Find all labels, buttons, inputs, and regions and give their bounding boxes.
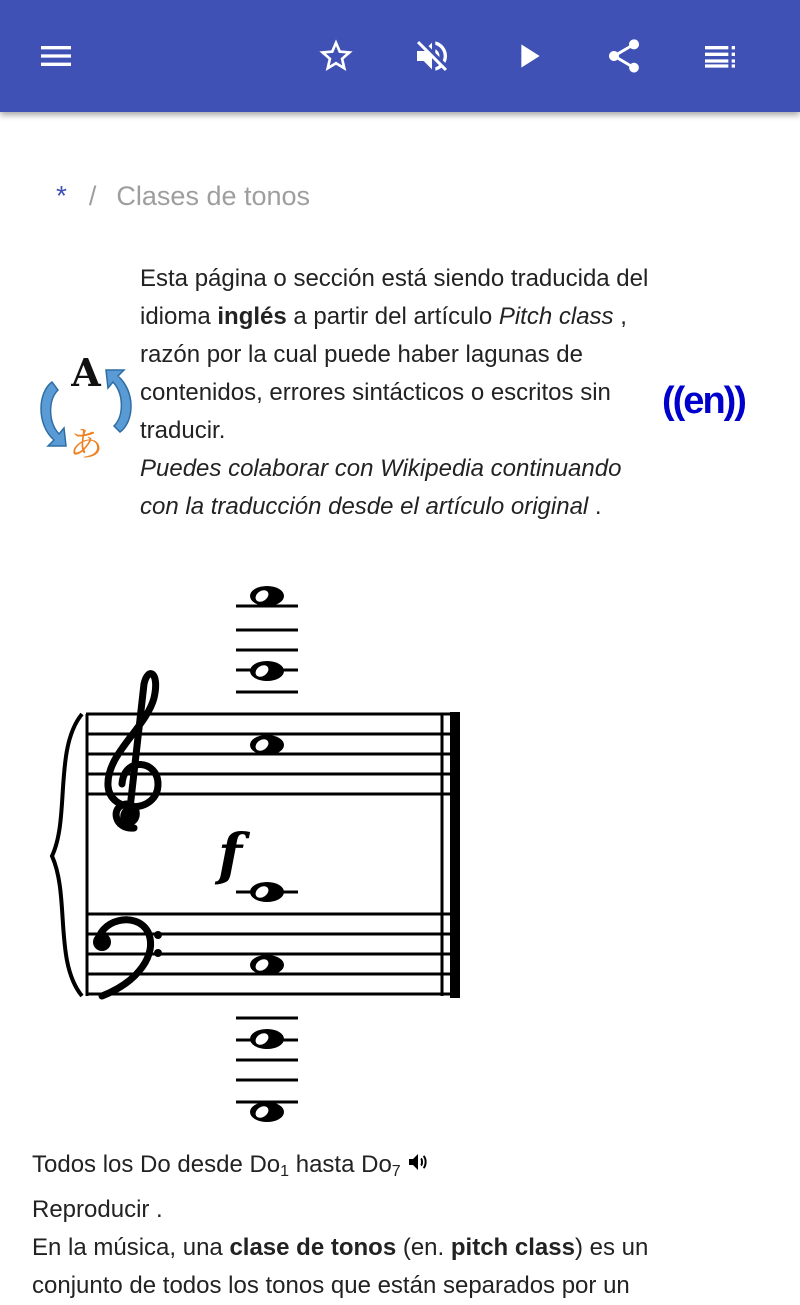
image-caption: Todos los Do desde $Do_1$ hasta $Do_7$ xyxy=(32,1146,772,1191)
svg-text:A: A xyxy=(71,352,101,395)
notice-language: inglés xyxy=(217,303,287,330)
play-icon xyxy=(508,36,548,76)
table-of-contents-icon xyxy=(700,36,740,76)
star-outline-icon xyxy=(316,36,356,76)
article-paragraph-cont: conjunto de todos los tonos que están separados por un xyxy=(32,1272,630,1299)
breadcrumb-current: Clases de tonos xyxy=(116,181,311,211)
article-body xyxy=(32,1146,772,1305)
share-button[interactable] xyxy=(596,28,652,84)
speaker-icon[interactable] xyxy=(405,1148,431,1186)
contents-button[interactable] xyxy=(692,28,748,84)
svg-text:あ: あ xyxy=(69,425,103,462)
play-audio-link[interactable]: Reproducir . xyxy=(32,1196,163,1223)
notice-text: Esta página o sección está siendo traducida del idioma inglés a partir del artículo Pitch class , razón por la cual puede haber lagunas de contenidos, errores sintácticos o escritos sin traducir. xyxy=(140,265,649,444)
app-bar xyxy=(0,0,800,112)
notice-article-link[interactable]: Pitch class xyxy=(498,303,614,330)
menu-button[interactable] xyxy=(28,28,84,84)
mute-button[interactable] xyxy=(404,28,460,84)
favorite-button[interactable] xyxy=(308,28,364,84)
article-paragraph: En la música, una clase de tonos (en. pitch class) es un xyxy=(32,1234,649,1261)
breadcrumb-separator: / xyxy=(88,181,97,211)
music-score-image xyxy=(40,578,480,1130)
share-icon xyxy=(604,36,644,76)
breadcrumb xyxy=(56,180,310,212)
volume-off-icon xyxy=(412,36,452,76)
language-badge: ((en)) xyxy=(662,380,745,422)
collab-link[interactable]: Puedes colaborar con Wikipedia continuando con la traducción desde el artículo original xyxy=(140,455,622,520)
dynamic-marking: f xyxy=(218,822,243,888)
translation-notice xyxy=(140,260,660,526)
breadcrumb-root-link[interactable]: * xyxy=(56,180,67,211)
hamburger-menu-icon xyxy=(36,36,76,76)
play-button[interactable] xyxy=(500,28,556,84)
notice-collab: Puedes colaborar con Wikipedia continuando con la traducción desde el artículo original . xyxy=(140,455,622,520)
translation-icon xyxy=(32,352,140,462)
